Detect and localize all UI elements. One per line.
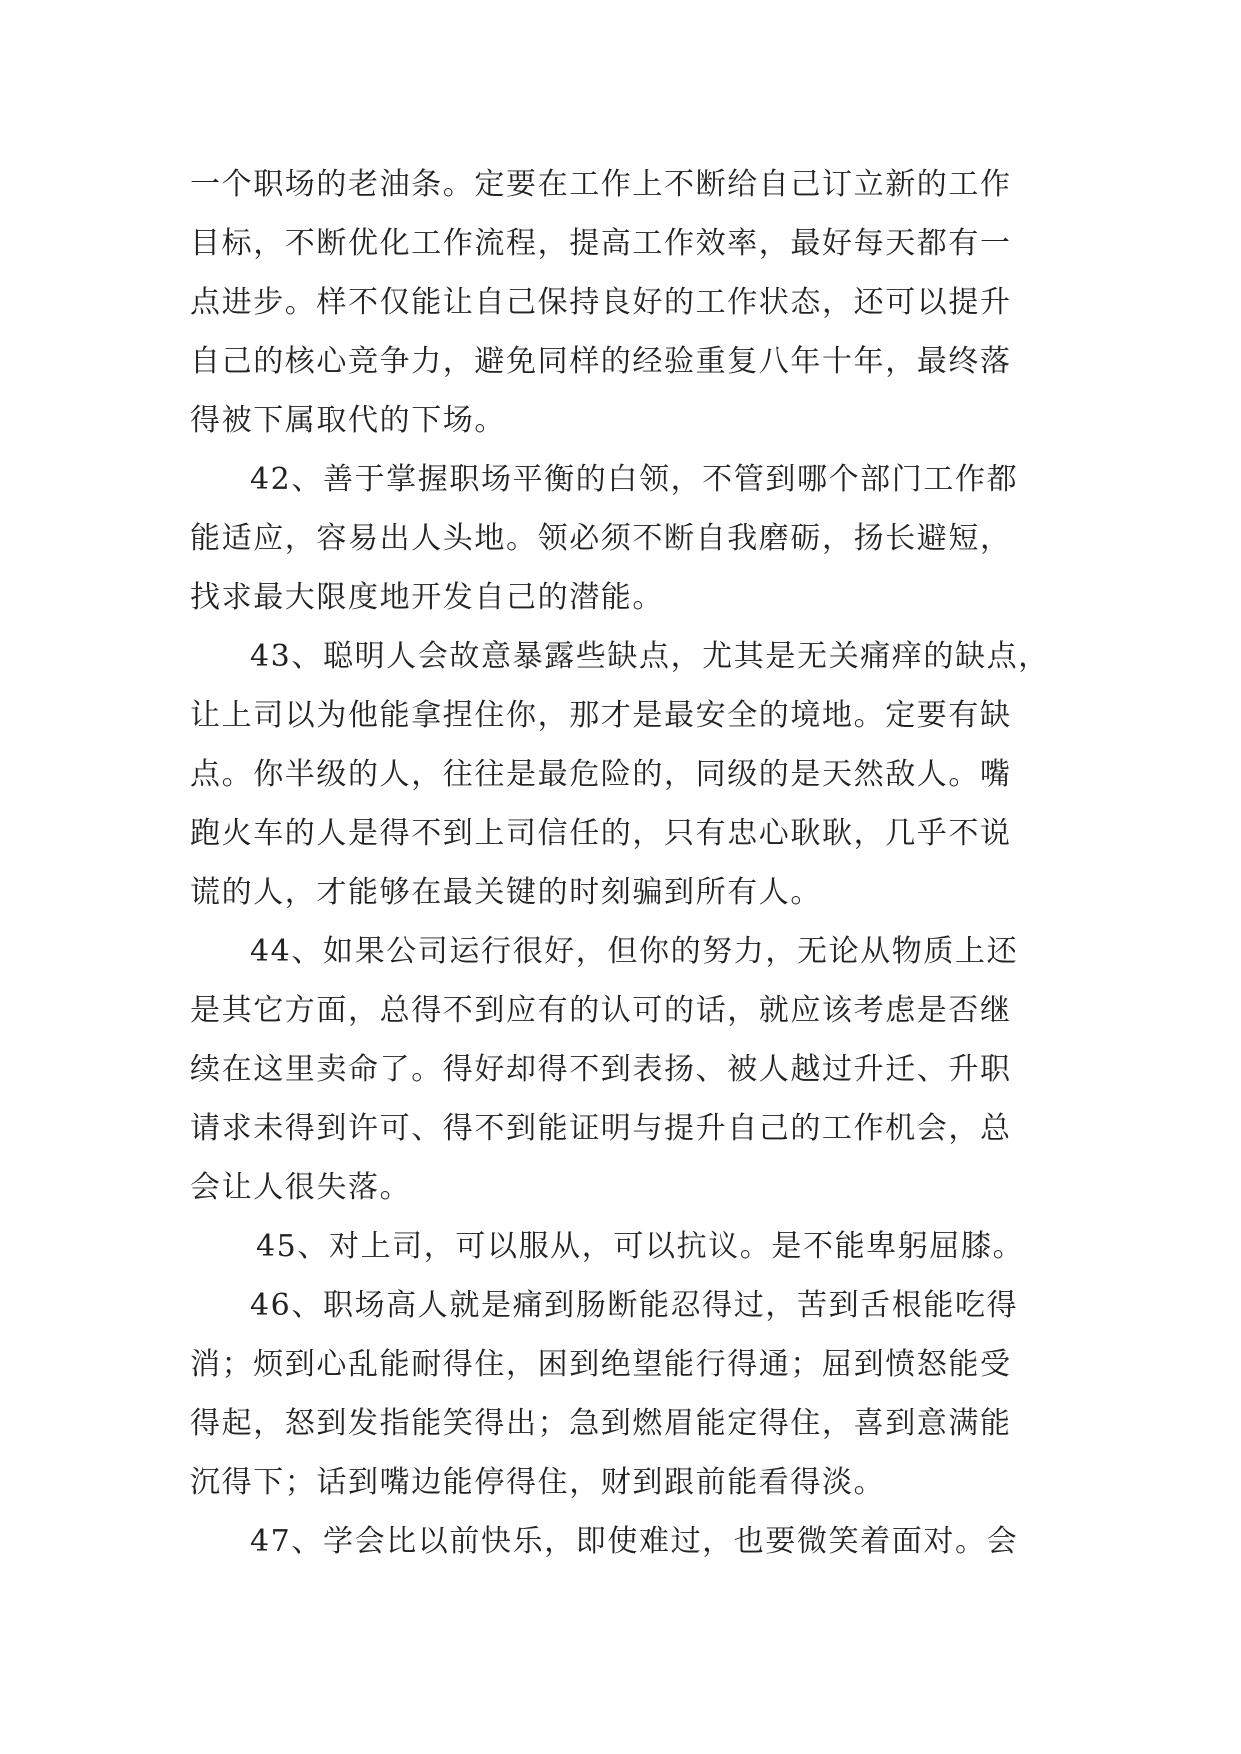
text-line: 点。你半级的人，往往是最危险的，同级的是天然敌人。嘴 [190,757,1012,792]
paragraph-46-start: 46、职场高人就是痛到肠断能忍得过，苦到舌根能吃得 [250,1288,1019,1323]
text-line: 自己的核心竞争力，避免同样的经验重复八年十年，最终落 [190,344,1012,379]
text-line: 消；烦到心乱能耐得住，困到绝望能行得通；屈到愤怒能受 [190,1347,1012,1382]
text-line: 点进步。样不仅能让自己保持良好的工作状态，还可以提升 [190,285,1012,320]
text-line: 续在这里卖命了。得好却得不到表扬、被人越过升迁、升职 [190,1052,1012,1087]
text-line: 请求未得到许可、得不到能证明与提升自己的工作机会，总 [190,1111,1012,1146]
text-line: 目标，不断优化工作流程，提高工作效率，最好每天都有一 [190,226,1012,261]
document-body [190,155,1052,1571]
paragraph-44-start: 44、如果公司运行很好，但你的努力，无论从物质上还 [250,934,1019,969]
text-line: 得被下属取代的下场。 [190,403,506,438]
text-line: 沉得下；话到嘴边能停得住，财到跟前能看得淡。 [190,1465,886,1500]
paragraph-45: 45、对上司，可以服从，可以抗议。是不能卑躬屈膝。 [256,1229,1025,1264]
text-line: 是其它方面，总得不到应有的认可的话，就应该考虑是否继 [190,993,1012,1028]
text-line: 找求最大限度地开发自己的潜能。 [190,580,664,615]
text-line: 让上司以为他能拿捏住你，那才是最安全的境地。定要有缺 [190,698,1012,733]
text-line: 会让人很失落。 [190,1170,412,1205]
text-line: 跑火车的人是得不到上司信任的，只有忠心耿耿，几乎不说 [190,816,1012,851]
paragraph-47-start: 47、学会比以前快乐，即使难过，也要微笑着面对。会 [250,1524,1019,1559]
paragraph-42-start: 42、善于掌握职场平衡的白领，不管到哪个部门工作都 [250,462,1019,497]
text-line: 能适应，容易出人头地。领必须不断自我磨砺，扬长避短， [190,521,1012,556]
text-line: 得起，怒到发指能笑得出；急到燃眉能定得住，喜到意满能 [190,1406,1012,1441]
text-line: 一个职场的老油条。定要在工作上不断给自己订立新的工作 [190,167,1012,202]
paragraph-43-start: 43、聪明人会故意暴露些缺点，尤其是无关痛痒的缺点， [250,639,1050,674]
text-line: 谎的人，才能够在最关键的时刻骗到所有人。 [190,875,822,910]
